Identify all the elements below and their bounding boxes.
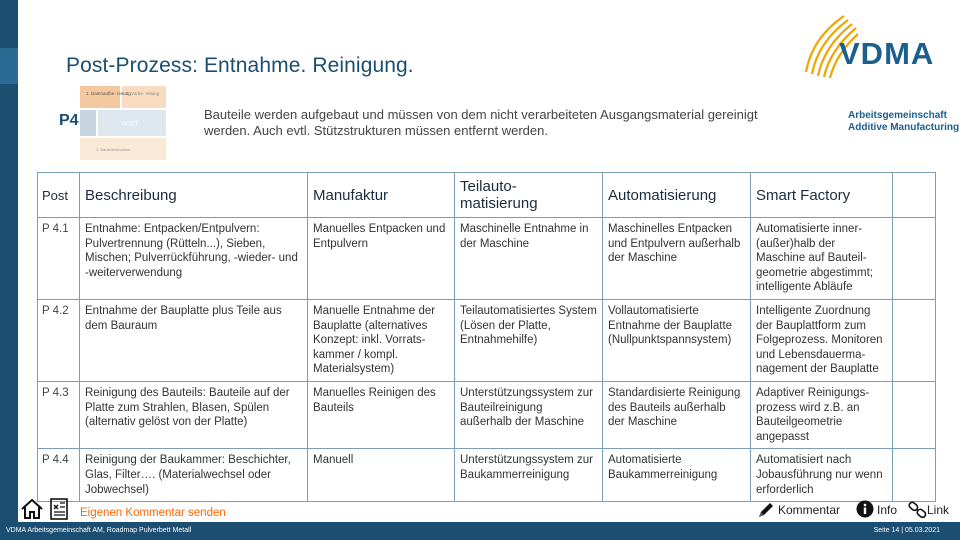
intro-text: Bauteile werden aufgebaut und müssen von dem nicht verarbeiteten Ausgangsmaterial gereinigt werden. Auch evtl. Stützstrukturen müssen entfernt werden. [204, 107, 758, 138]
link-label[interactable]: Link [927, 503, 950, 517]
cell-beschreibung: Reinigung des Bauteils: Bauteile auf der Platte zum Strahlen, Blasen, Spülen (alternativ gelöst von der Platte) [80, 381, 308, 448]
header-automatisierung: Automatisierung [603, 173, 751, 218]
kommentar-label[interactable]: Kommentar [778, 503, 841, 517]
row-id: P 4.4 [38, 449, 80, 502]
cell-automatisierung: Maschinelles Entpacken und Entpulvern außerhalb der Maschine [603, 218, 751, 300]
row-id: P 4.3 [38, 381, 80, 448]
cell-smart-factory: Automatisierte inner- (außer)halb der Maschine auf Bauteil- geometrie abgestimmt; intelligente Abläufe [751, 218, 893, 300]
left-bar-notch [0, 48, 18, 84]
footer-page-info: Seite 14 | 05.03.2021 [873, 527, 940, 534]
cell-empty [893, 449, 936, 502]
table-row [38, 381, 936, 448]
cell-manufaktur: Manuell [308, 449, 455, 502]
cell-empty [893, 218, 936, 300]
table-row [38, 449, 936, 502]
info-icon[interactable] [856, 500, 874, 518]
page-title: Post-Prozess: Entnahme. Reinigung. [66, 54, 414, 77]
vdma-wordmark: VDMA [839, 36, 935, 71]
process-thumbnail[interactable] [59, 84, 188, 162]
header-teilautomatisierung: Teilauto- matisierung [455, 173, 603, 218]
table-row [38, 299, 936, 381]
left-accent-bar [0, 0, 18, 540]
cell-manufaktur: Manuelles Entpacken und Entpulvern [308, 218, 455, 300]
link-icon[interactable] [908, 500, 928, 520]
cell-manufaktur: Manuelles Reinigen des Bauteils [308, 381, 455, 448]
thumb-center: POST [122, 122, 139, 128]
info-label[interactable]: Info [877, 503, 898, 517]
thumb-step2: 2. Vorbe- reitung [126, 91, 160, 96]
cell-smart-factory: Automatisiert nach Jobausführung nur wenn erforderlich [751, 449, 893, 502]
cell-teilautomatisierung: Maschinelle Entnahme in der Maschine [455, 218, 603, 300]
process-diagram-icon [62, 84, 188, 162]
row-id: P 4.1 [38, 218, 80, 300]
cell-smart-factory: Intelligente Zuordnung der Bauplattform zum Folgeprozess. Monitoren und Lebensdauerma- nagement der Bauplatte [751, 299, 893, 381]
thumb-p4-label: P4 [59, 112, 79, 129]
cell-manufaktur: Manuelle Entnahme der Bauplatte (alternatives Konzept: inkl. Vorrats- kammer / kompl. Materialsystem) [308, 299, 455, 381]
table-header-row [38, 173, 936, 218]
cell-smart-factory: Adaptiver Reinigungs- prozess wird z.B. an Bauteilgeometrie angepasst [751, 381, 893, 448]
logo-subtitle-1: Arbeitsgemeinschaft [848, 110, 947, 121]
logo-subtitle-2: Additive Manufacturing [848, 122, 960, 133]
table-row [38, 218, 936, 300]
cell-teilautomatisierung: Unterstützungssystem zur Baukammerreinigung [455, 449, 603, 502]
cell-beschreibung: Entnahme der Bauplatte plus Teile aus dem Bauraum [80, 299, 308, 381]
row-id: P 4.2 [38, 299, 80, 381]
thumb-bottom: 3. Bauteilentnahme [96, 147, 131, 152]
maturity-table [37, 172, 936, 502]
cell-beschreibung: Entnahme: Entpacken/Entpulvern: Pulvertrennung (Rütteln...), Sieben, Mischen; Pulverrückführung, -wieder- und -weiterverwendung [80, 218, 308, 300]
cell-empty [893, 381, 936, 448]
cell-empty [893, 299, 936, 381]
header-post: Post [38, 173, 80, 218]
cell-automatisierung: Vollautomatisierte Entnahme der Bauplatte (Nullpunktspannsystem) [603, 299, 751, 381]
send-comment-link[interactable]: Eigenen Kommentar senden [80, 507, 226, 519]
comment-document-icon[interactable] [48, 497, 72, 521]
header-smart-factory: Smart Factory [751, 173, 893, 218]
pencil-icon[interactable] [757, 501, 775, 519]
header-empty [893, 173, 936, 218]
thumb-step1: 1. Datenaufbe- reitung [86, 91, 131, 96]
footer-left-text: VDMA Arbeitsgemeinschaft AM, Roadmap Pulverbett Metall [6, 527, 192, 534]
cell-teilautomatisierung: Teilautomatisiertes System (Lösen der Platte, Entnahmehilfe) [455, 299, 603, 381]
vdma-logo [796, 10, 960, 135]
home-icon[interactable] [20, 497, 44, 521]
header-beschreibung: Beschreibung [80, 173, 308, 218]
cell-automatisierung: Automatisierte Baukammerreinigung [603, 449, 751, 502]
cell-automatisierung: Standardisierte Reinigung des Bauteils außerhalb der Maschine [603, 381, 751, 448]
cell-teilautomatisierung: Unterstützungssystem zur Bauteilreinigung außerhalb der Maschine [455, 381, 603, 448]
cell-beschreibung: Reinigung der Baukammer: Beschichter, Glas, Filter…. (Materialwechsel oder Jobwechsel) [80, 449, 308, 502]
header-manufaktur: Manufaktur [308, 173, 455, 218]
